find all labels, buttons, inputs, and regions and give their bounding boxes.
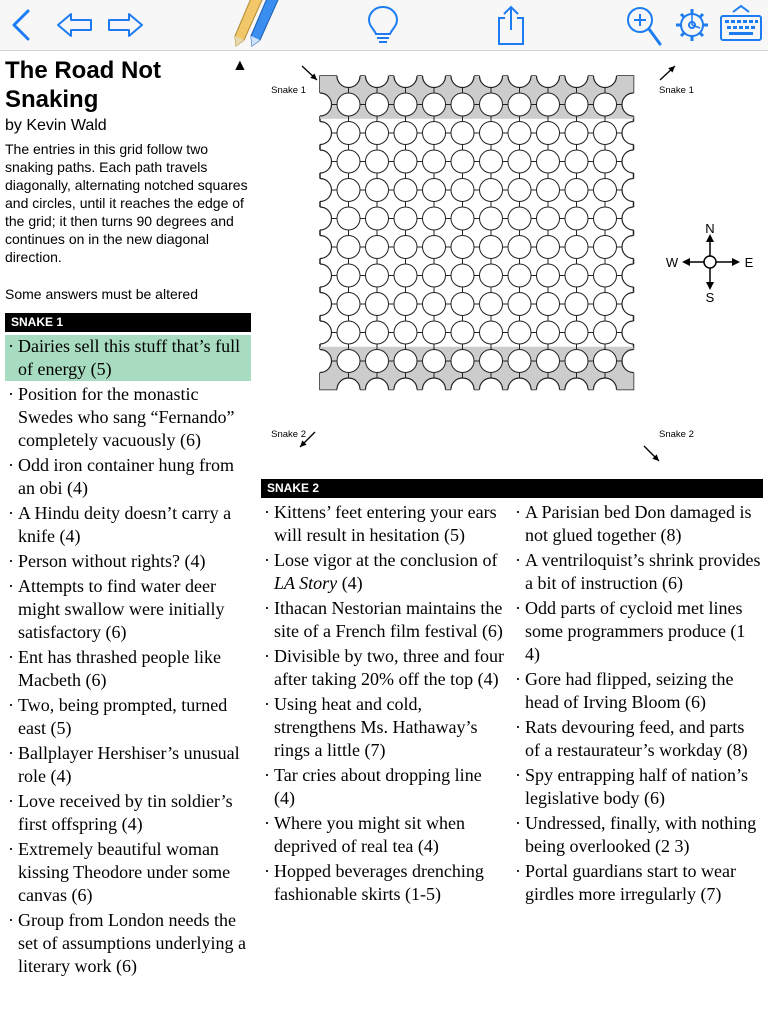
grid-circle: [508, 236, 531, 259]
grid-circle: [480, 350, 503, 373]
grid-circle: [366, 150, 389, 173]
bullet: ·: [515, 861, 521, 881]
grid-circle: [565, 207, 588, 230]
puzzle-title: The Road Not Snaking: [5, 57, 161, 113]
grid-circle: [423, 207, 446, 230]
bullet: ·: [515, 669, 521, 689]
grid-circle: [451, 293, 474, 316]
grid-circle: [394, 150, 417, 173]
hint-bulb-icon[interactable]: [366, 4, 400, 46]
clue-text: A Parisian bed Don damaged is not glued together (8): [525, 502, 752, 545]
clue-item[interactable]: [512, 501, 763, 547]
bullet: ·: [264, 646, 270, 666]
grid-circle: [337, 264, 360, 287]
grid-circle: [508, 150, 531, 173]
clue-text: Rats devouring feed, and parts of a restaurateur’s workday (8): [525, 717, 748, 760]
clue-text: Gore had flipped, seizing the head of Irving Bloom (6): [525, 669, 734, 712]
clue-text: Odd iron container hung from an obi (4): [18, 455, 234, 498]
clue-text: Tar cries about dropping line (4): [274, 765, 482, 808]
grid-circle: [366, 293, 389, 316]
grid-circle: [366, 122, 389, 145]
back-icon[interactable]: [8, 8, 34, 42]
bullet: ·: [515, 765, 521, 785]
clue-text: Hopped beverages drenching fashionable skirts (1-5): [274, 861, 484, 904]
grid-circle: [480, 236, 503, 259]
grid-circle: [508, 122, 531, 145]
grid-circle: [337, 236, 360, 259]
grid-circle: [565, 264, 588, 287]
grid-circle: [337, 179, 360, 202]
grid-circle: [366, 179, 389, 202]
grid-circle: [537, 321, 560, 344]
grid-circle: [394, 264, 417, 287]
redo-arrow-icon[interactable]: [106, 12, 144, 38]
grid-circle: [423, 236, 446, 259]
clue-item[interactable]: [512, 549, 763, 595]
grid-circle: [423, 150, 446, 173]
clue-item[interactable]: [512, 860, 763, 906]
clue-item[interactable]: [512, 716, 763, 762]
grid-circle: [337, 93, 360, 116]
snake-label: Snake 2: [659, 429, 694, 440]
clue-text: Divisible by two, three and four after taking 20% off the top (4): [274, 646, 504, 689]
toolbar: [0, 0, 768, 51]
clue-item[interactable]: [5, 550, 251, 573]
grid-circle: [480, 321, 503, 344]
grid-circle: [423, 293, 446, 316]
bullet: ·: [8, 839, 14, 859]
grid-circle: [594, 207, 617, 230]
clue-item[interactable]: [5, 909, 251, 978]
grid-circle: [394, 236, 417, 259]
puzzle-instructions: The entries in this grid follow two snaking paths. Each path travels diagonally, alternating notched squares and circles, until it reaches the edge of the grid; it then turns 90 degrees and continues on in the new diagonal direction.: [5, 141, 248, 265]
grid-circle: [394, 207, 417, 230]
clue-text: Ent has thrashed people like Macbeth (6): [18, 647, 221, 690]
clue-item[interactable]: [512, 668, 763, 714]
grid-circle: [594, 179, 617, 202]
clue-item[interactable]: [5, 383, 251, 452]
bullet: ·: [8, 647, 14, 667]
keyboard-icon[interactable]: [718, 4, 764, 44]
puzzle-info-panel: [0, 50, 258, 1024]
snake-label: Snake 2: [271, 429, 306, 440]
grid-circle: [366, 236, 389, 259]
bullet: ·: [515, 598, 521, 618]
grid-circle: [394, 122, 417, 145]
grid-circle: [337, 350, 360, 373]
clue-text: Kittens’ feet entering your ears will result in hesitation (5): [274, 502, 497, 545]
grid-circle: [451, 179, 474, 202]
bullet: ·: [264, 861, 270, 881]
grid-circle: [480, 207, 503, 230]
clue-item[interactable]: [261, 764, 504, 810]
snake1-header: SNAKE 1: [5, 313, 251, 332]
clue-text: Person without rights? (4): [18, 551, 206, 571]
grid-circle: [537, 179, 560, 202]
grid-circle: [565, 321, 588, 344]
bullet: ·: [8, 910, 14, 930]
clue-item[interactable]: [261, 597, 504, 643]
bullet: ·: [8, 576, 14, 596]
grid-circle: [537, 293, 560, 316]
clue-item[interactable]: [5, 575, 251, 644]
clue-text: Group from London needs the set of assumptions underlying a literary work (6): [18, 910, 246, 976]
clue-item[interactable]: [512, 597, 763, 666]
bullet: ·: [8, 336, 14, 356]
grid-circle: [508, 93, 531, 116]
grid-circle: [337, 150, 360, 173]
grid-circle: [594, 93, 617, 116]
clue-item[interactable]: [5, 742, 251, 788]
clue-item[interactable]: [5, 646, 251, 692]
grid-circle: [423, 350, 446, 373]
bullet: ·: [8, 551, 14, 571]
snake-label: Snake 1: [271, 85, 306, 96]
grid-circle: [537, 93, 560, 116]
grid-circle: [423, 264, 446, 287]
grid-circle: [337, 207, 360, 230]
grid-circle: [594, 293, 617, 316]
snake1-clue-list: [5, 335, 251, 980]
compass-e-label: E: [744, 255, 754, 270]
grid-circle: [366, 350, 389, 373]
snake-label: Snake 1: [659, 85, 694, 96]
compass-icon: [666, 222, 756, 304]
clue-item[interactable]: [5, 790, 251, 836]
grid-circle: [337, 293, 360, 316]
grid-circle: [565, 236, 588, 259]
grid-circle: [508, 207, 531, 230]
clue-text: Where you might sit when deprived of real tea (4): [274, 813, 465, 856]
scroll-up-triangle-icon[interactable]: ▲: [232, 57, 248, 74]
grid-circle: [508, 264, 531, 287]
pencil-pen-icon[interactable]: [222, 0, 282, 50]
bullet: ·: [8, 384, 14, 404]
bullet: ·: [515, 502, 521, 522]
grid-circle: [565, 93, 588, 116]
clue-item[interactable]: [5, 335, 251, 381]
clue-item[interactable]: [261, 812, 504, 858]
clue-text: Attempts to find water deer might swallow were initially satisfactory (6): [18, 576, 225, 642]
compass-w-label: W: [666, 255, 679, 270]
puzzle-byline: by Kevin Wald: [5, 117, 107, 134]
grid-circle: [565, 150, 588, 173]
grid-circle: [366, 321, 389, 344]
grid-circle: [594, 350, 617, 373]
grid-circle: [480, 179, 503, 202]
clue-item[interactable]: [261, 693, 504, 762]
snake2-header: SNAKE 2: [261, 479, 763, 498]
grid-circle: [537, 264, 560, 287]
grid-circle: [594, 150, 617, 173]
clue-item[interactable]: [5, 838, 251, 907]
clue-text: Ballplayer Hershiser’s unusual role (4): [18, 743, 240, 786]
grid-circle: [451, 321, 474, 344]
undo-arrow-icon[interactable]: [56, 12, 94, 38]
grid-circle: [423, 122, 446, 145]
grid-circle: [594, 122, 617, 145]
clue-text: Ithacan Nestorian maintains the site of a French film festival (6): [274, 598, 503, 641]
clue-text: Using heat and cold, strengthens Ms. Hathaway’s rings a little (7): [274, 694, 478, 760]
grid-circle: [565, 293, 588, 316]
clue-text: Position for the monastic Swedes who sang “Fernando” completely vacuously (6): [18, 384, 235, 450]
grid-circle: [565, 179, 588, 202]
grid-circle: [394, 179, 417, 202]
grid-circle: [394, 321, 417, 344]
grid-circle: [337, 321, 360, 344]
bullet: ·: [264, 502, 270, 522]
grid-circle: [451, 122, 474, 145]
bullet: ·: [515, 717, 521, 737]
bullet: ·: [515, 813, 521, 833]
bullet: ·: [264, 694, 270, 714]
grid-circle: [537, 150, 560, 173]
share-icon[interactable]: [494, 4, 528, 46]
grid-circle: [480, 293, 503, 316]
grid-circle: [565, 122, 588, 145]
grid-circle: [508, 350, 531, 373]
grid-circle: [537, 236, 560, 259]
compass-n-label: N: [705, 222, 715, 236]
bullet: ·: [8, 743, 14, 763]
clue-text: Portal guardians start to wear girdles more irregularly (7): [525, 861, 736, 904]
bullet: ·: [8, 503, 14, 523]
compass-s-label: S: [705, 290, 715, 304]
grid-circle: [451, 207, 474, 230]
clue-text: Love received by tin soldier’s first offspring (4): [18, 791, 233, 834]
bullet: ·: [8, 695, 14, 715]
grid-circle: [423, 179, 446, 202]
grid-circle: [451, 350, 474, 373]
bullet: ·: [264, 813, 270, 833]
grid-circle: [594, 321, 617, 344]
grid-circle: [366, 93, 389, 116]
clue-item[interactable]: [5, 454, 251, 500]
grid-circle: [480, 93, 503, 116]
grid-circle: [594, 264, 617, 287]
grid-circle: [394, 293, 417, 316]
grid-circle: [594, 236, 617, 259]
clue-item[interactable]: [512, 764, 763, 810]
snake2-clue-list-col1: [261, 501, 504, 908]
clue-item[interactable]: [261, 860, 504, 906]
grid-border: [320, 76, 634, 390]
grid-circle: [537, 350, 560, 373]
grid-circle: [565, 350, 588, 373]
bullet: ·: [264, 765, 270, 785]
clue-text: Lose vigor at the conclusion of LA Story (4): [274, 550, 498, 593]
grid-circle: [451, 264, 474, 287]
grid-circle: [508, 179, 531, 202]
settings-gear-icon[interactable]: [674, 6, 710, 44]
grid-circle: [451, 93, 474, 116]
bullet: ·: [264, 550, 270, 570]
clue-item[interactable]: [261, 549, 504, 595]
grid-circle: [423, 93, 446, 116]
grid-circle: [480, 150, 503, 173]
puzzle-note: Some answers must be altered: [5, 286, 198, 302]
grid-circle: [537, 122, 560, 145]
bullet: ·: [264, 598, 270, 618]
grid-circle: [366, 264, 389, 287]
clue-text: Undressed, finally, with nothing being overlooked (2 3): [525, 813, 757, 856]
clue-item[interactable]: [261, 501, 504, 547]
zoom-in-icon[interactable]: [624, 4, 664, 48]
clue-text: Odd parts of cycloid met lines some programmers produce (1 4): [525, 598, 746, 664]
grid-circle: [508, 321, 531, 344]
grid-circle: [394, 93, 417, 116]
clue-text: Extremely beautiful woman kissing Theodore under some canvas (6): [18, 839, 231, 905]
clue-item[interactable]: [5, 694, 251, 740]
bullet: ·: [8, 791, 14, 811]
grid-circle: [366, 207, 389, 230]
bullet: ·: [515, 550, 521, 570]
clue-text: A ventriloquist’s shrink provides a bit of instruction (6): [525, 550, 761, 593]
bullet: ·: [8, 455, 14, 475]
grid-circle: [451, 236, 474, 259]
clue-item[interactable]: [261, 645, 504, 691]
clue-text: Dairies sell this stuff that’s full of energy (5): [18, 336, 241, 379]
grid-circle: [423, 321, 446, 344]
grid-circle: [480, 122, 503, 145]
grid-circle: [480, 264, 503, 287]
grid-circle: [394, 350, 417, 373]
clue-text: Spy entrapping half of nation’s legislative body (6): [525, 765, 748, 808]
clue-text: Two, being prompted, turned east (5): [18, 695, 228, 738]
clue-item[interactable]: [5, 502, 251, 548]
grid-circle: [451, 150, 474, 173]
clue-text: A Hindu deity doesn’t carry a knife (4): [18, 503, 232, 546]
grid-circle: [508, 293, 531, 316]
clue-item[interactable]: [512, 812, 763, 858]
grid-circle: [537, 207, 560, 230]
grid-circle: [337, 122, 360, 145]
snake2-clue-list-col2: [512, 501, 763, 908]
